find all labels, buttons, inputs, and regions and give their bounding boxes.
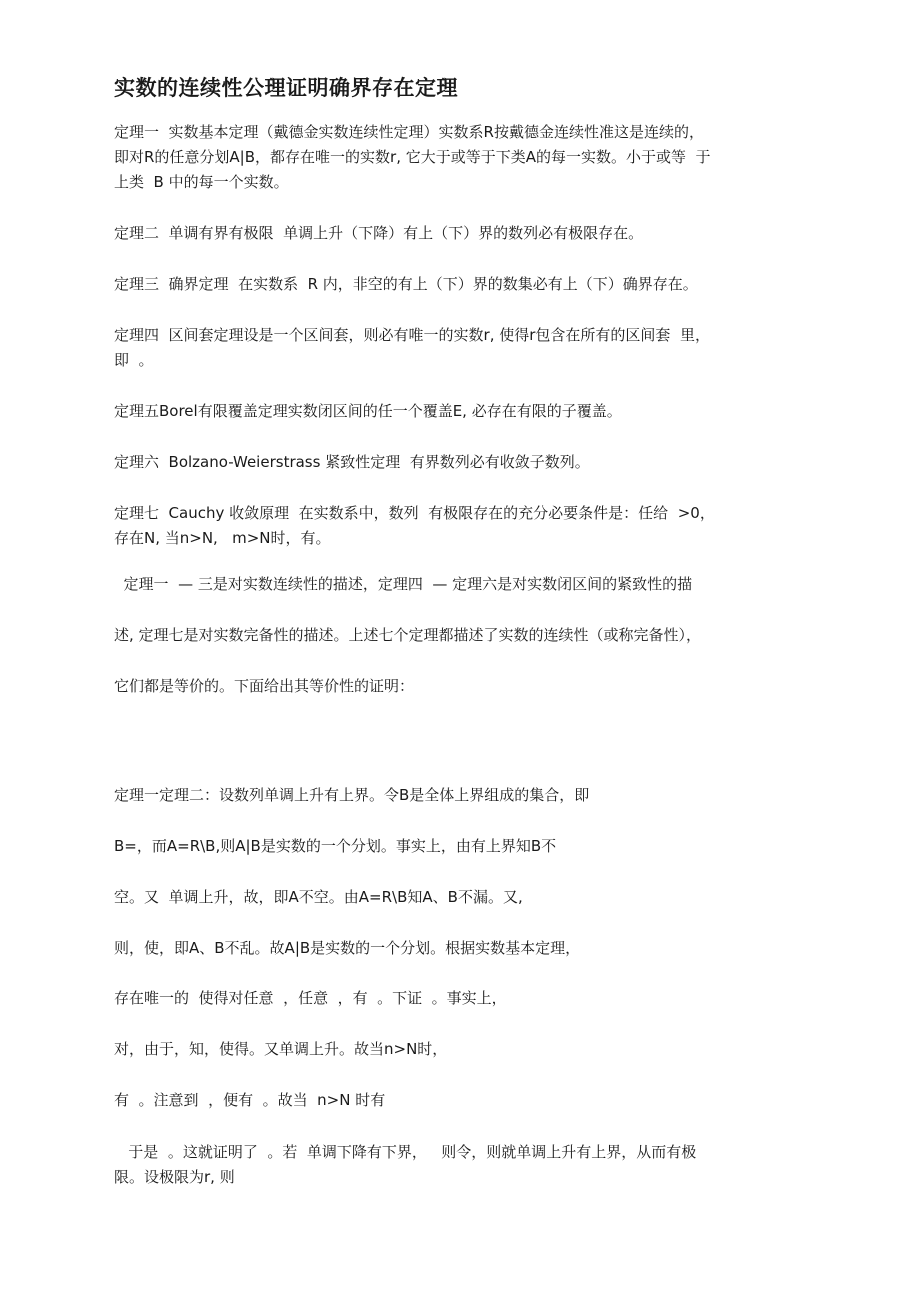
paragraph-theorem-4 bbox=[114, 323, 804, 373]
proof-line-1 bbox=[114, 783, 804, 808]
paragraph-theorem-6 bbox=[114, 450, 804, 475]
text-line: 定理二 单调有界有极限 单调上升（下降）有上（下）界的数列必有极限存在。 bbox=[114, 224, 644, 242]
paragraph-theorem-2 bbox=[114, 221, 804, 246]
text-line: 上类 B 中的每一个实数。 bbox=[114, 173, 289, 191]
text-line: 定理六 Bolzano-Weierstrass 紧致性定理 有界数列必有收敛子数列。 bbox=[114, 453, 590, 471]
paragraph-theorem-1 bbox=[114, 120, 804, 195]
proof-line-4 bbox=[114, 936, 804, 961]
proof-line-3 bbox=[114, 885, 804, 910]
paragraph-summary-1 bbox=[114, 572, 804, 597]
text-line: 限。设极限为r, 则 bbox=[114, 1168, 235, 1186]
text-line: 存在唯一的 使得对任意 ，任意 ，有 。下证 。事实上， bbox=[114, 989, 507, 1007]
text-line: 空。又 单调上升，故，即A不空。由A=R\B知A、B不漏。又, bbox=[114, 888, 523, 906]
text-line: 定理四 区间套定理设是一个区间套，则必有唯一的实数r, 使得r包含在所有的区间套 里， bbox=[114, 326, 710, 344]
text-line: 有 。注意到 ，便有 。故当 n>N 时有 bbox=[114, 1091, 386, 1109]
text-line: 定理一定理二：设数列单调上升有上界。令B是全体上界组成的集合，即 bbox=[114, 786, 590, 804]
proof-line-5 bbox=[114, 986, 804, 1011]
text-line: 对，由于，知，使得。又单调上升。故当n>N时， bbox=[114, 1040, 448, 1058]
text-line: 即对R的任意分划A|B，都存在唯一的实数r, 它大于或等于下类A的每一实数。小于或等 于 bbox=[114, 148, 711, 166]
document-title: 实数的连续性公理证明确界存在定理 bbox=[114, 76, 458, 100]
paragraph-summary-2 bbox=[114, 623, 804, 648]
text-line: 即 。 bbox=[114, 351, 154, 369]
paragraph-theorem-7 bbox=[114, 501, 804, 551]
text-line: 定理七 Cauchy 收敛原理 在实数系中，数列 有极限存在的充分必要条件是：任给 >0， bbox=[114, 504, 715, 522]
proof-line-7 bbox=[114, 1088, 804, 1113]
proof-line-6 bbox=[114, 1037, 804, 1062]
text-line: 则，使，即A、B不乱。故A|B是实数的一个分划。根据实数基本定理， bbox=[114, 939, 581, 957]
text-line: 存在N, 当n>N, m>N时，有。 bbox=[114, 529, 331, 547]
text-line: 于是 。这就证明了 。若 单调下降有下界， 则令，则就单调上升有上界，从而有极 bbox=[114, 1143, 697, 1161]
paragraph-theorem-3 bbox=[114, 272, 804, 297]
text-line: B=，而A=R\B,则A|B是实数的一个分划。事实上，由有上界知B不 bbox=[114, 837, 557, 855]
paragraph-summary-3 bbox=[114, 674, 804, 699]
text-line: 定理五Borel有限覆盖定理实数闭区间的任一个覆盖E, 必存在有限的子覆盖。 bbox=[114, 402, 622, 420]
text-line: 定理三 确界定理 在实数系 R 内，非空的有上（下）界的数集必有上（下）确界存在。 bbox=[114, 275, 698, 293]
paragraph-theorem-5 bbox=[114, 399, 804, 424]
text-line: 定理一 — 三是对实数连续性的描述，定理四 — 定理六是对实数闭区间的紧致性的描 bbox=[114, 575, 693, 593]
proof-line-2 bbox=[114, 834, 804, 859]
proof-line-8 bbox=[114, 1140, 804, 1190]
text-line: 它们都是等价的。下面给出其等价性的证明： bbox=[114, 677, 415, 695]
text-line: 述, 定理七是对实数完备性的描述。上述七个定理都描述了实数的连续性（或称完备性）， bbox=[114, 626, 702, 644]
text-line: 定理一 实数基本定理（戴德金实数连续性定理）实数系R按戴德金连续性准这是连续的， bbox=[114, 123, 704, 141]
